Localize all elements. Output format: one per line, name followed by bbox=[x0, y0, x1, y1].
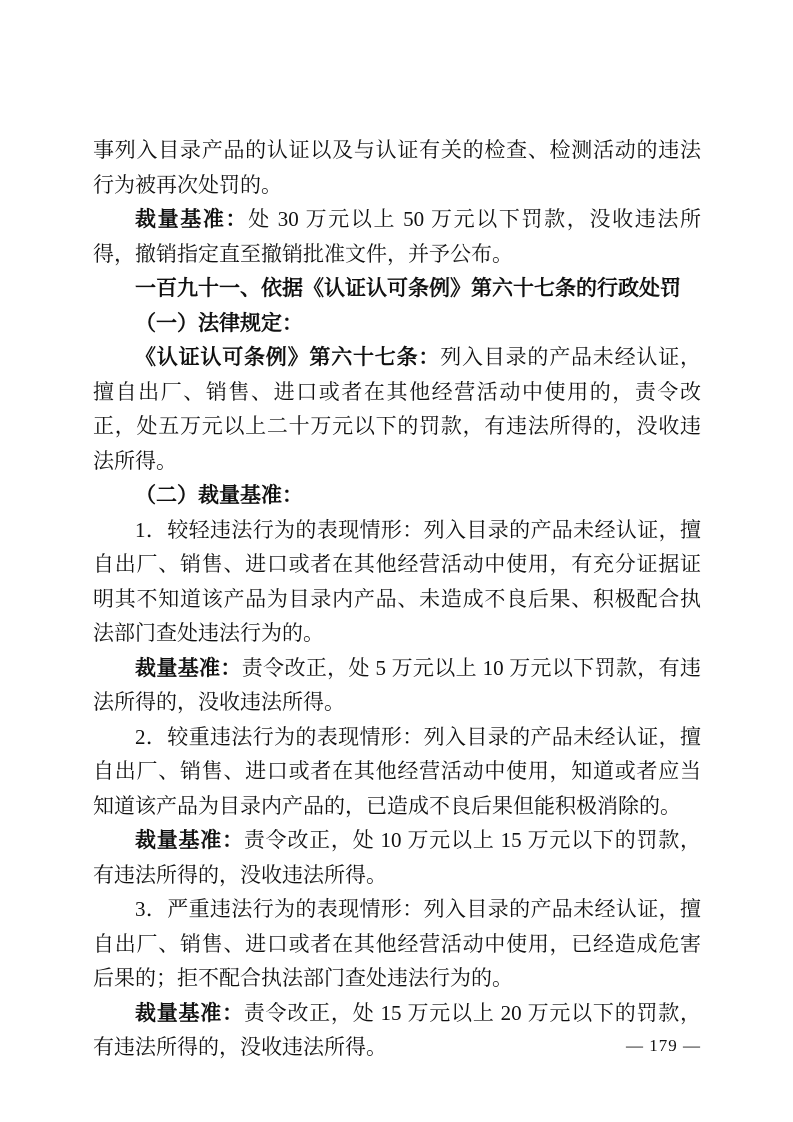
paragraph-text: 2．较重违法行为的表现情形：列入目录的产品未经认证，擅自出厂、销售、进口或者在其他经营活动中使用，知道或者应当知道该产品为目录内产品的，已造成不良后果但能积极消除的。 bbox=[93, 724, 701, 818]
paragraph bbox=[93, 823, 701, 892]
content-area bbox=[93, 133, 701, 1065]
subsection-heading: （一）法律规定： bbox=[135, 310, 303, 335]
paragraph-text: 1．较轻违法行为的表现情形：列入目录的产品未经认证，擅自出厂、销售、进口或者在其他经营活动中使用，有充分证据证明其不知道该产品为目录内产品、未造成不良后果、积极配合执法部门查处违法行为的。 bbox=[93, 517, 701, 645]
paragraph bbox=[93, 651, 701, 720]
paragraph-text: 处 30 万元以上 50 万元以下罚款，没收违法所得，撤销指定直至撤销批准文件，并予公布。 bbox=[93, 207, 702, 266]
paragraph-text: 3．严重违法行为的表现情形：列入目录的产品未经认证，擅自出厂、销售、进口或者在其他经营活动中使用，已经造成危害后果的；拒不配合执法部门查处违法行为的。 bbox=[93, 897, 701, 990]
paragraph-lead: 裁量基准： bbox=[135, 828, 244, 852]
paragraph-text: 责令改正，处 10 万元以上 15 万元以下的罚款，有违法所得的，没收违法所得。 bbox=[93, 828, 702, 887]
page-number: — 179 — bbox=[626, 1036, 701, 1055]
paragraph-lead: 裁量基准： bbox=[135, 207, 249, 231]
paragraph bbox=[93, 340, 701, 478]
paragraph-lead: 《认证认可条例》第六十七条： bbox=[135, 345, 441, 369]
section-heading: 一百九十一、依据《认证认可条例》第六十七条的行政处罚 bbox=[135, 276, 681, 300]
paragraph bbox=[93, 720, 701, 824]
paragraph bbox=[93, 202, 701, 271]
paragraph bbox=[93, 892, 701, 996]
paragraph bbox=[93, 996, 701, 1065]
paragraph-lead: 裁量基准： bbox=[135, 655, 242, 680]
subsection-heading: （二）裁量基准： bbox=[135, 483, 303, 507]
paragraph-text: 列入目录的产品未经认证，擅自出厂、销售、进口或者在其他经营活动中使用的，责令改正，处五万元以上二十万元以下的罚款，有违法所得的，没收违法所得。 bbox=[93, 345, 702, 473]
paragraph-text: 责令改正，处 15 万元以上 20 万元以下的罚款，有违法所得的，没收违法所得。 bbox=[93, 1000, 702, 1059]
paragraph-lead: 裁量基准： bbox=[135, 1000, 244, 1025]
paragraph bbox=[93, 133, 701, 202]
paragraph-text: 责令改正，处 5 万元以上 10 万元以下罚款，有违法所得的，没收违法所得。 bbox=[93, 655, 702, 714]
paragraph-text: 事列入目录产品的认证以及与认证有关的检查、检测活动的违法行为被再次处罚的。 bbox=[93, 138, 701, 197]
paragraph bbox=[93, 513, 701, 651]
